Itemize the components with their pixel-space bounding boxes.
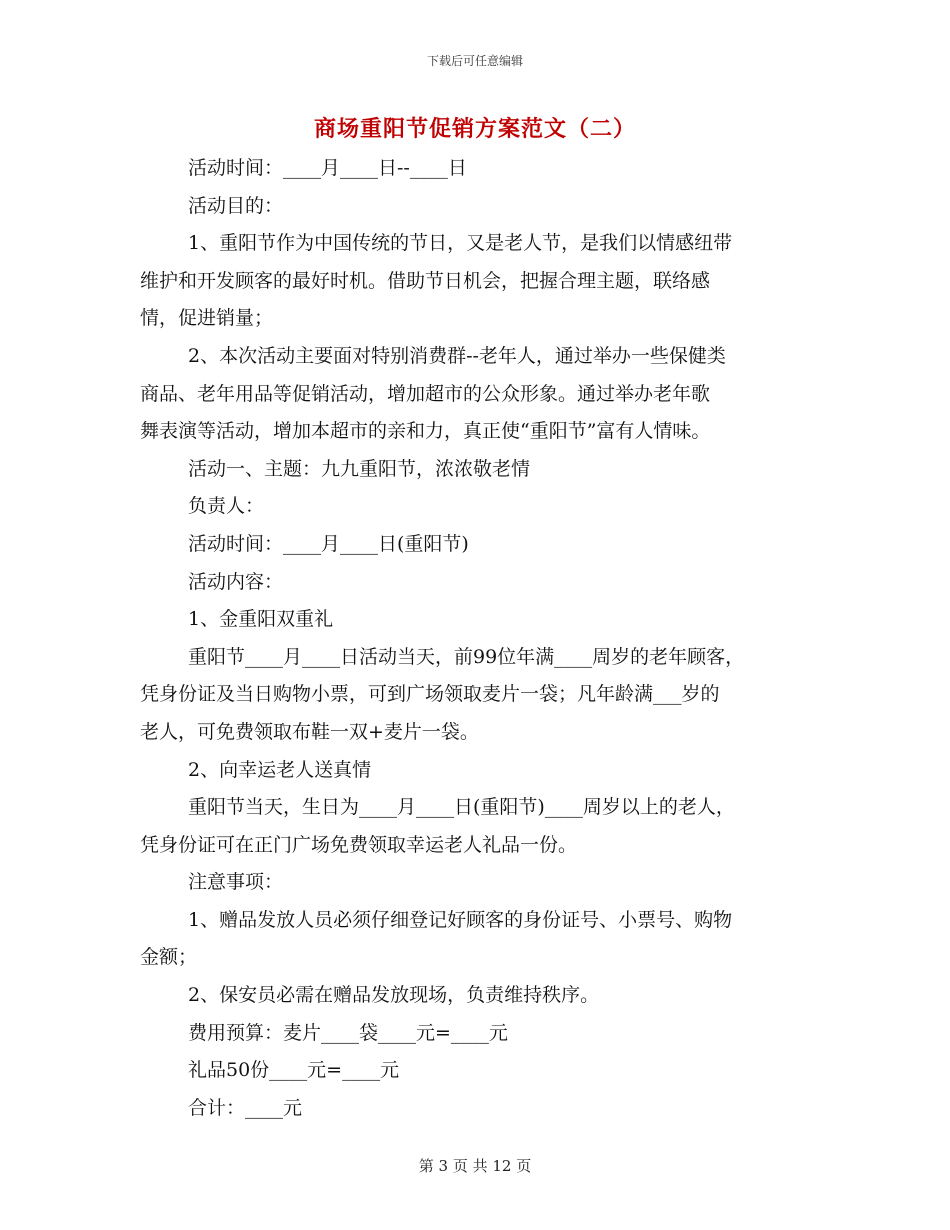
body-line: 商品、老年用品等促销活动，增加超市的公众形象。通过举办老年歌	[140, 382, 711, 405]
page-number: 第 3 页 共 12 页	[418, 1157, 532, 1175]
body-line: 2、向幸运老人送真情	[188, 758, 372, 781]
body-line: 1、赠品发放人员必须仔细登记好顾客的身份证号、小票号、购物	[188, 908, 733, 931]
body-line: 凭身份证可在正门广场免费领取幸运老人礼品一份。	[140, 833, 578, 856]
header-note: 下载后可任意编辑	[426, 54, 523, 68]
body-line: 活动目的：	[188, 194, 284, 217]
body-line: 费用预算：麦片____袋____元=____元	[188, 1021, 508, 1044]
body-line: 维护和开发顾客的最好时机。借助节日机会，把握合理主题，联络感	[140, 269, 711, 292]
body-line: 礼品50份____元=____元	[188, 1059, 400, 1082]
body-line: 活动一、主题：九九重阳节，浓浓敬老情	[188, 457, 531, 480]
body-line: 舞表演等活动，增加本超市的亲和力，真正使“重阳节”富有人情味。	[140, 420, 711, 443]
body-line: 注意事项：	[188, 871, 284, 894]
document-body	[140, 150, 812, 1127]
body-line: 2、本次活动主要面对特别消费群--老年人，通过举办一些保健类	[188, 344, 726, 367]
body-line: 重阳节____月____日活动当天，前99位年满____周岁的老年顾客，	[188, 645, 745, 668]
body-line: 情，促进销量；	[140, 307, 274, 330]
body-line: 合计：____元	[188, 1096, 303, 1119]
body-line: 重阳节当天，生日为____月____日(重阳节)____周岁以上的老人，	[188, 796, 735, 819]
body-line: 老人，可免费领取布鞋一双+麦片一袋。	[140, 720, 479, 743]
body-line: 活动内容：	[188, 570, 284, 593]
body-line: 2、保安员必需在赠品发放现场，负责维持秩序。	[188, 984, 600, 1007]
body-line: 1、金重阳双重礼	[188, 608, 334, 631]
body-line: 活动时间：____月____日--____日	[188, 157, 467, 179]
body-line: 金额；	[140, 946, 198, 969]
body-line: 凭身份证及当日购物小票，可到广场领取麦片一袋；凡年龄满___岁的	[140, 683, 720, 706]
body-line: 1、重阳节作为中国传统的节日，又是老人节，是我们以情感纽带	[188, 232, 733, 255]
document-title: 商场重阳节促销方案范文（二）	[313, 116, 636, 142]
body-line: 负责人：	[188, 495, 265, 518]
body-line: 活动时间：____月____日(重阳节)	[188, 532, 469, 555]
